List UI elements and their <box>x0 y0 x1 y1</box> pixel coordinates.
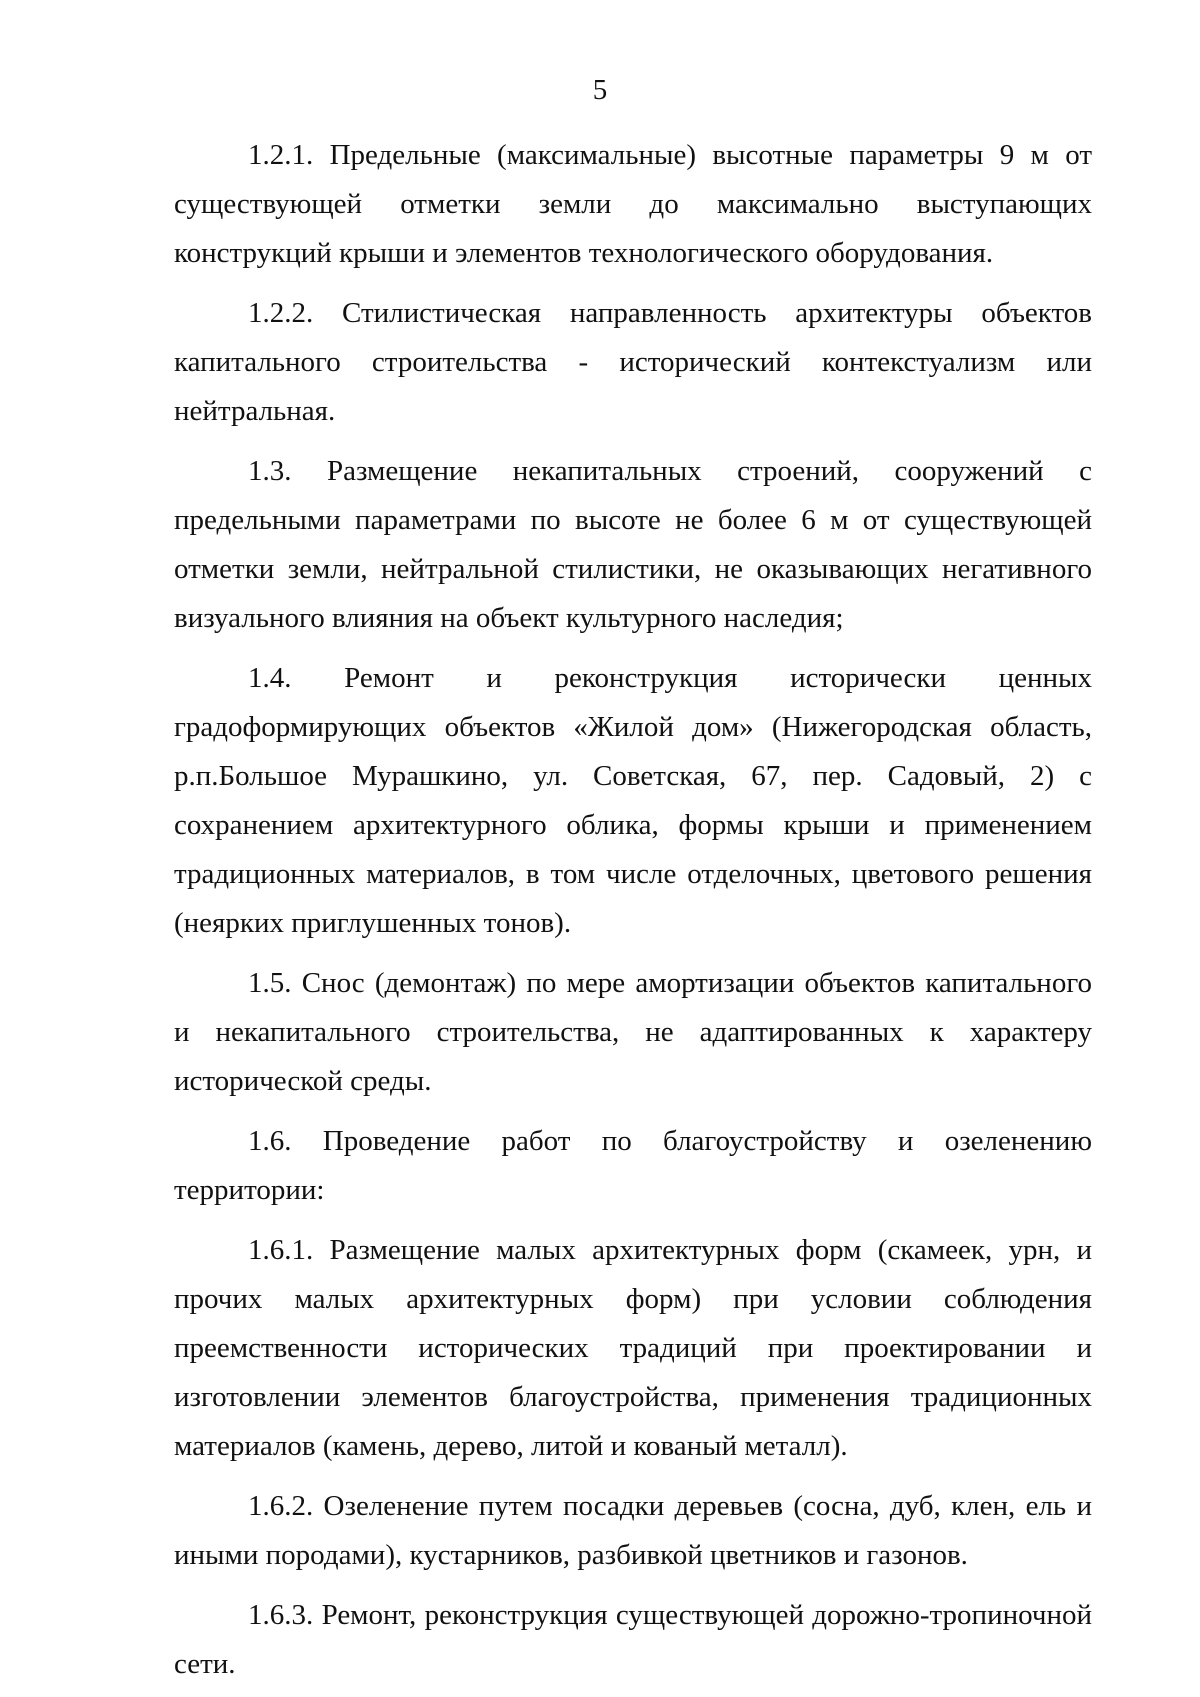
document-body <box>174 131 1092 1689</box>
paragraph-1-5: 1.5. Снос (демонтаж) по мере амортизации объектов капитального и некапитального строительства, не адаптированных к характеру исторической среды. <box>174 967 1092 1097</box>
paragraph-1-2-1: 1.2.1. Предельные (максимальные) высотные параметры 9 м от существующей отметки земли до максимально выступающих конструкций крыши и элементов технологического оборудования. <box>174 139 1092 269</box>
paragraph-1-6-3: 1.6.3. Ремонт, реконструкция существующей дорожно-тропиночной сети. <box>174 1599 1092 1680</box>
paragraph-1-3: 1.3. Размещение некапитальных строений, сооружений с предельными параметрами по высоте не более 6 м от существующей отметки земли, нейтральной стилистики, не оказывающих негативного визуального влияния на объект культурного наследия; <box>174 455 1092 634</box>
page-number: 5 <box>592 74 608 106</box>
paragraph-1-4: 1.4. Ремонт и реконструкция исторически ценных градоформирующих объектов «Жилой дом» (Нижегородская область, р.п.Большое Мурашкино, ул. Советская, 67, пер. Садовый, 2) с сохранением архитектурного облика, формы крыши и применением традиционных материалов, в том числе отделочных, цветового решения (неярких приглушенных тонов). <box>174 662 1092 939</box>
paragraph-1-6-1: 1.6.1. Размещение малых архитектурных форм (скамеек, урн, и прочих малых архитектурных форм) при условии соблюдения преемственности исторических традиций при проектировании и изготовлении элементов благоустройства, применения традиционных материалов (камень, дерево, литой и кованый металл). <box>174 1234 1092 1462</box>
paragraph-1-2-2: 1.2.2. Стилистическая направленность архитектуры объектов капитального строительства - исторический контекстуализм или нейтральная. <box>174 297 1092 427</box>
paragraph-1-6-2: 1.6.2. Озеленение путем посадки деревьев (сосна, дуб, клен, ель и иными породами), кустарников, разбивкой цветников и газонов. <box>174 1490 1092 1571</box>
paragraph-1-6: 1.6. Проведение работ по благоустройству и озеленению территории: <box>174 1125 1092 1206</box>
